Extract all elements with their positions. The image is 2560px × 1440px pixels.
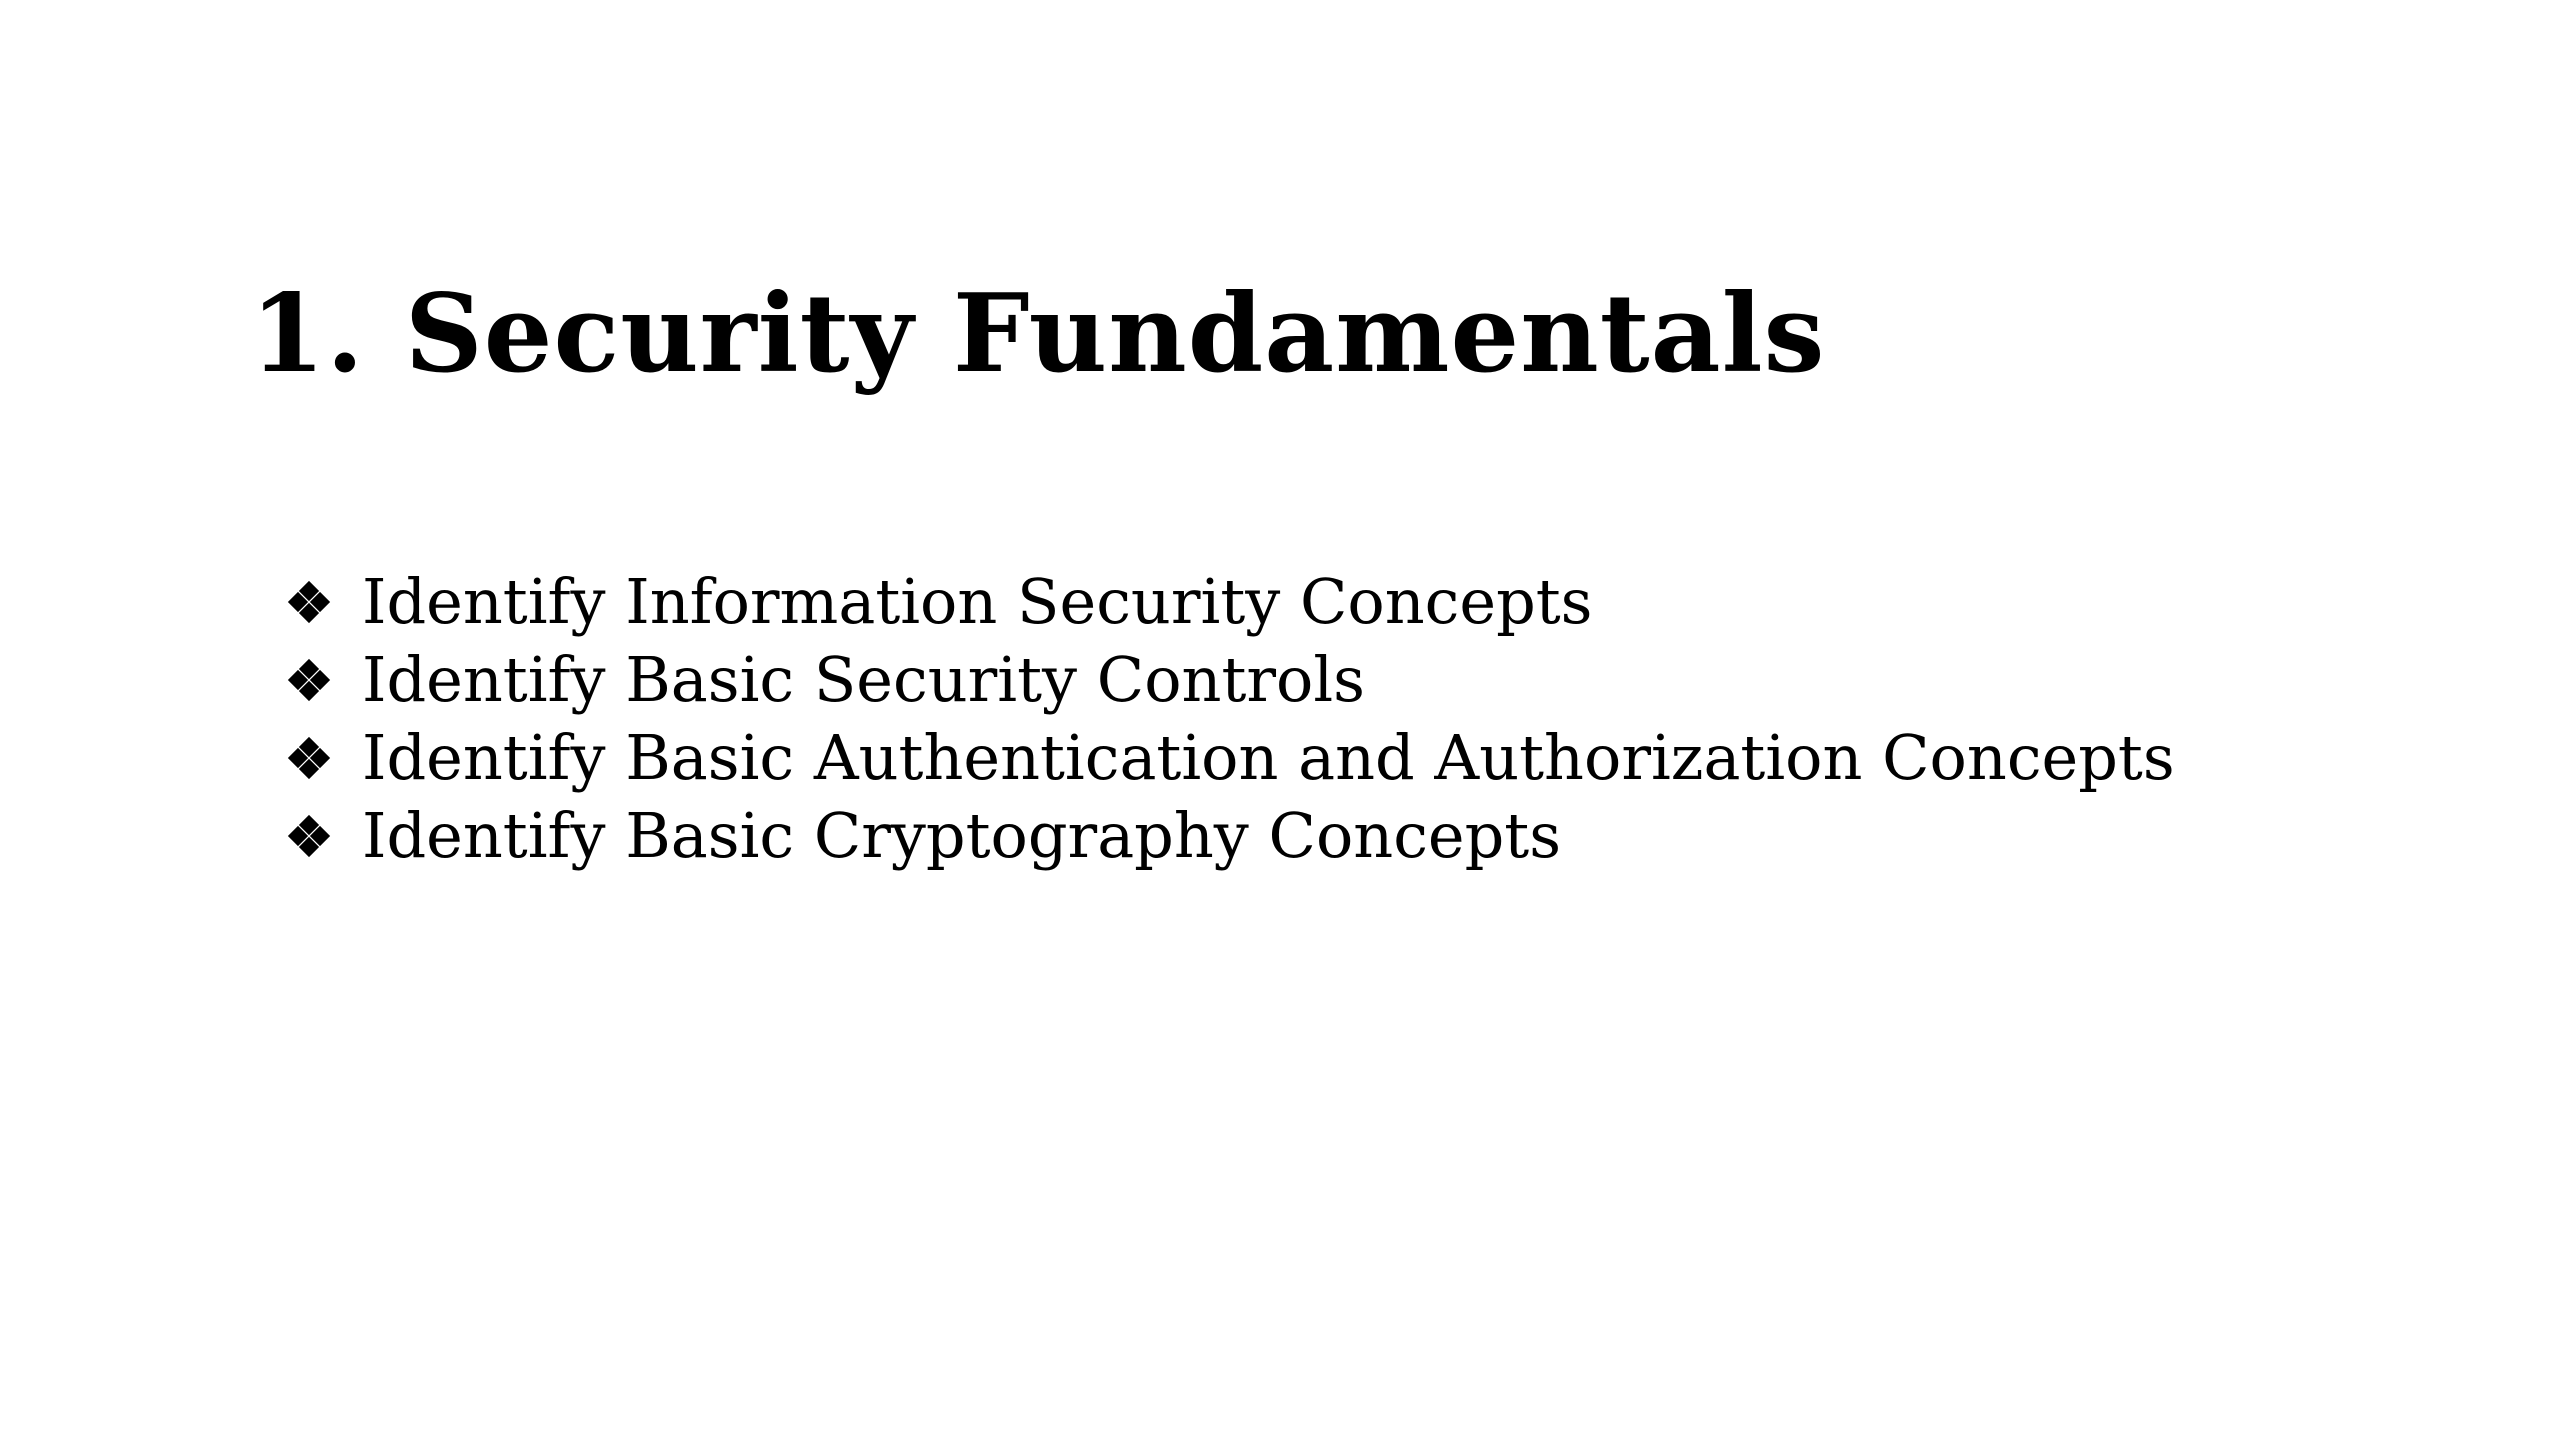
bullet-label: Identify Basic Authentication and Authorization Concepts	[362, 721, 2175, 794]
slide-title-number: 1.	[250, 271, 365, 398]
four-diamond-bullet-icon	[287, 658, 331, 702]
bullet-label: Identify Basic Cryptography Concepts	[362, 799, 1562, 872]
bullet-item	[287, 719, 2175, 797]
four-diamond-bullet-icon	[287, 580, 331, 624]
bullet-list	[287, 563, 2175, 875]
slide-title-text: Security Fundamentals	[404, 271, 1826, 398]
bullet-item	[287, 797, 2175, 875]
bullet-item	[287, 641, 2175, 719]
slide-title	[250, 271, 1826, 398]
bullet-label: Identify Basic Security Controls	[362, 643, 1365, 716]
four-diamond-bullet-icon	[287, 736, 331, 780]
bullet-label: Identify Information Security Concepts	[362, 565, 1593, 638]
four-diamond-bullet-icon	[287, 814, 331, 858]
bullet-item	[287, 563, 2175, 641]
